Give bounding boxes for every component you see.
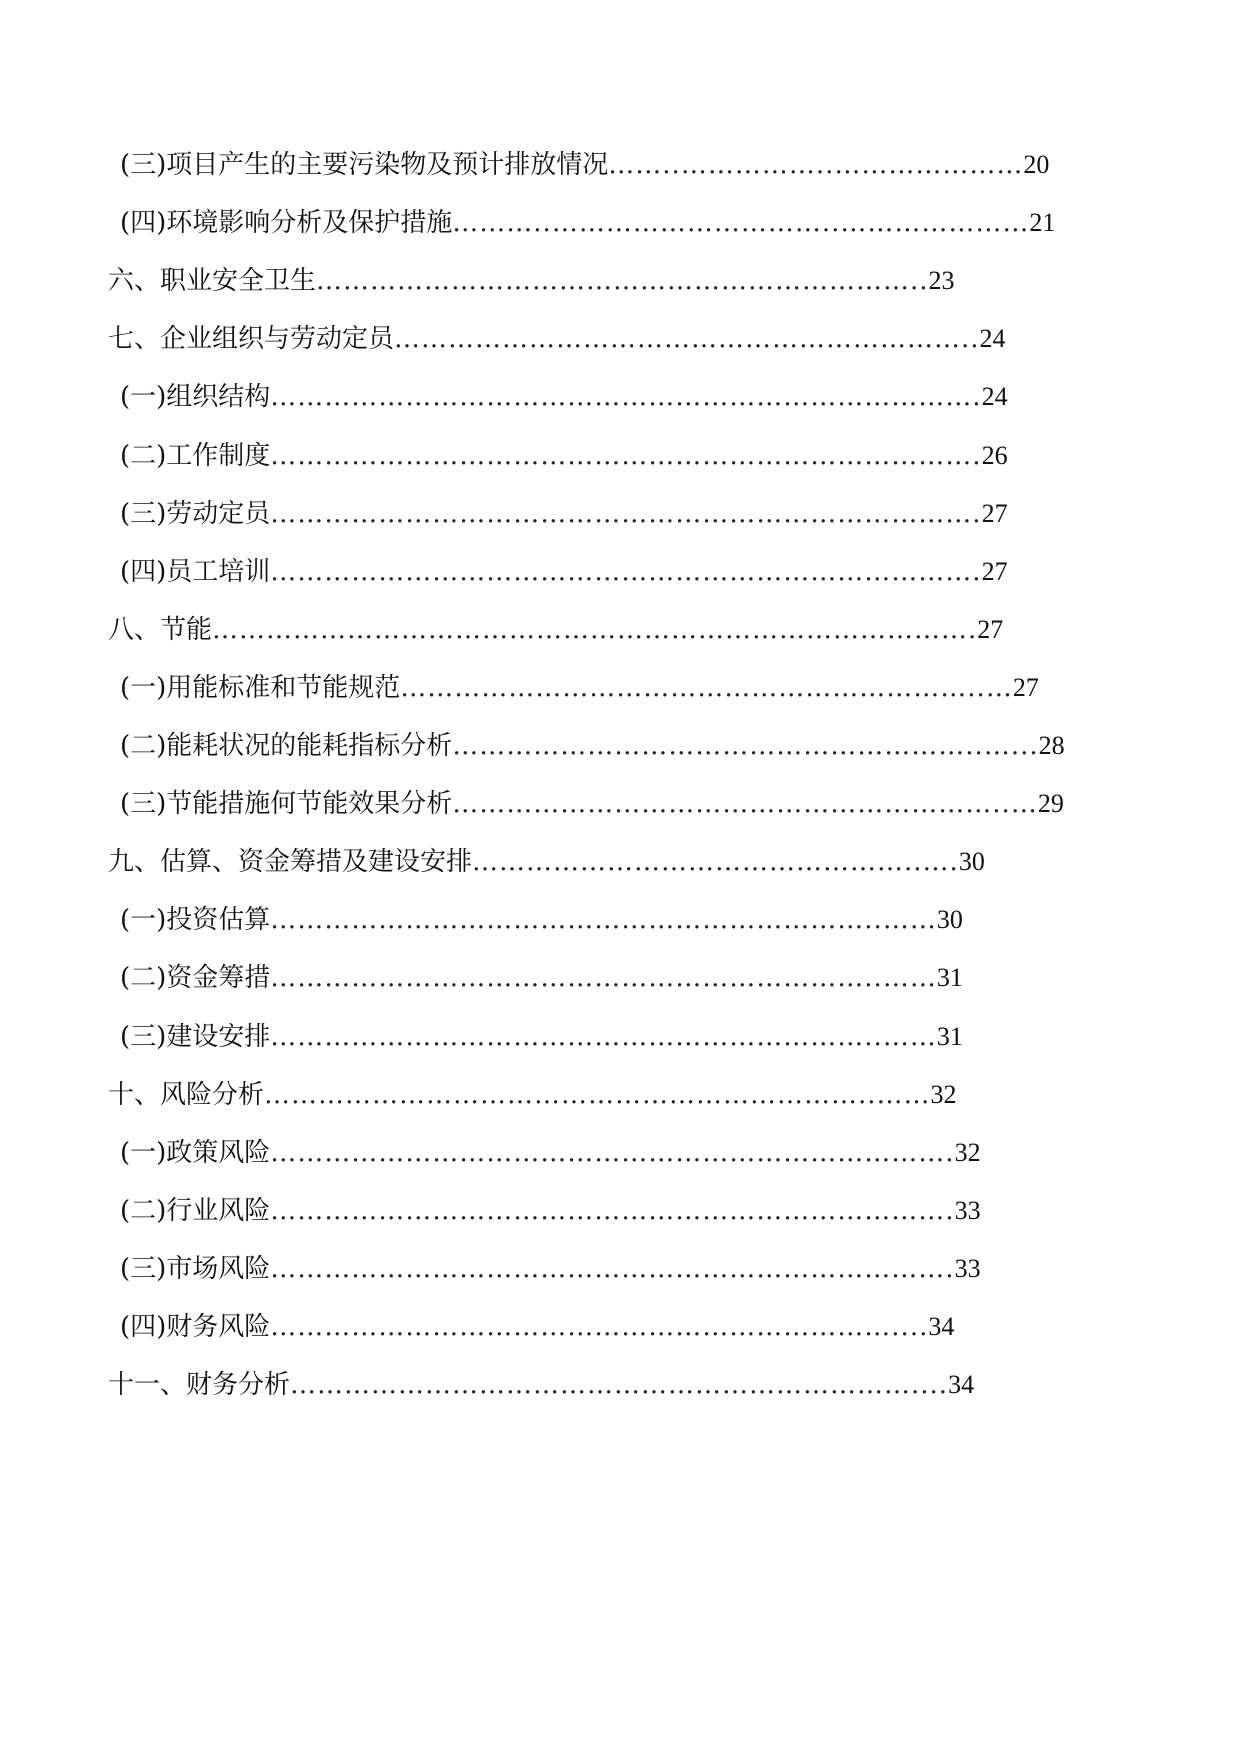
toc-entry-label: (一)组织结构 xyxy=(120,382,271,413)
toc-entry-page-number: 30 xyxy=(936,905,963,935)
toc-entry-label: (二)工作制度 xyxy=(120,440,271,471)
toc-entry[interactable] xyxy=(120,377,1008,417)
toc-entry[interactable] xyxy=(120,145,1050,185)
toc-entry-leader: …………………………………………..…. xyxy=(472,847,959,878)
toc-entry-label: (三)市场风险 xyxy=(120,1253,271,1284)
toc-entry[interactable] xyxy=(120,1133,981,1173)
toc-entry-label: (三)劳动定员 xyxy=(120,498,271,529)
toc-entry-label: (三)项目产生的主要污染物及预计排放情况 xyxy=(120,150,609,180)
toc-entry-leader: ……..……………..………………… xyxy=(608,150,1024,180)
toc-entry[interactable] xyxy=(108,610,1004,650)
toc-entry-leader: ……………………………………………………………………. xyxy=(270,440,982,471)
toc-entry[interactable] xyxy=(120,552,1008,592)
toc-entry[interactable] xyxy=(120,1307,955,1347)
toc-entry-leader: …………………………………………………………………. xyxy=(270,1195,955,1226)
toc-entry-label: (三)建设安排 xyxy=(120,1021,271,1052)
toc-entry[interactable] xyxy=(120,436,1008,476)
toc-entry-leader: ……………………………………………………….. xyxy=(394,324,980,355)
toc-entry-page-number: 28 xyxy=(1038,731,1065,760)
toc-entry-label: (二)行业风险 xyxy=(120,1195,271,1226)
toc-entry-page-number: 33 xyxy=(954,1253,981,1283)
toc-entry[interactable] xyxy=(120,726,1065,766)
toc-entry-label: 八、节能 xyxy=(108,614,213,645)
toc-entry-label: 七、企业组织与劳动定员 xyxy=(108,324,395,355)
toc-entry-label: 十、风险分析 xyxy=(108,1079,265,1110)
toc-entry-label: (一)投资估算 xyxy=(120,905,271,936)
toc-entry-page-number: 34 xyxy=(928,1312,955,1341)
toc-entry-page-number: 24 xyxy=(981,382,1008,412)
toc-entry-label: (二)能耗状况的能耗指标分析 xyxy=(120,731,453,761)
toc-entry[interactable] xyxy=(108,319,1006,359)
toc-entry[interactable] xyxy=(120,1191,981,1231)
toc-entry-label: 十一、财务分析 xyxy=(108,1370,291,1401)
toc-entry-page-number: 21 xyxy=(1029,208,1056,238)
toc-entry-leader: …………………………………………………………..…… xyxy=(270,1021,937,1052)
toc-entry[interactable] xyxy=(120,203,1056,243)
toc-entry-label: (三)节能措施何节能效果分析 xyxy=(120,789,453,820)
toc-entry-label: 九、估算、资金筹措及建设安排 xyxy=(108,847,473,878)
toc-entry-page-number: 27 xyxy=(977,614,1004,644)
toc-entry-leader: ……………………………………………………………………. xyxy=(270,556,982,587)
toc-entry[interactable] xyxy=(120,668,1039,708)
toc-entry-page-number: 27 xyxy=(1012,672,1039,702)
toc-entry-page-number: 34 xyxy=(948,1370,975,1400)
toc-entry-page-number: 20 xyxy=(1023,150,1050,179)
toc-entry-page-number: 26 xyxy=(981,440,1008,470)
toc-entry-page-number: 27 xyxy=(981,498,1008,528)
toc-entry-label: (一)用能标准和节能规范 xyxy=(120,672,401,703)
toc-entry-page-number: 31 xyxy=(936,963,963,993)
toc-entry[interactable] xyxy=(120,900,963,940)
toc-entry-page-number: 30 xyxy=(958,847,985,877)
toc-entry-leader: …………………………………………………………..…… xyxy=(270,963,937,994)
toc-entry-leader: …………………………………………………………………. xyxy=(270,1137,955,1168)
toc-entry-page-number: 27 xyxy=(981,556,1008,586)
toc-entry-leader: ……………………………………………………………………. xyxy=(270,382,982,413)
toc-entry-page-number: 29 xyxy=(1037,789,1064,819)
toc-entry-page-number: 23 xyxy=(928,266,955,296)
toc-entry-label: (四)员工培训 xyxy=(120,556,271,587)
toc-entry-page-number: 33 xyxy=(954,1195,981,1225)
toc-entry[interactable] xyxy=(108,1075,957,1115)
toc-entry-label: (二)资金筹措 xyxy=(120,963,271,994)
toc-entry-leader: ………..…………………………..………………… xyxy=(452,208,1030,239)
toc-entry-leader: ……………………………………………………………………. xyxy=(270,498,982,529)
toc-entry[interactable] xyxy=(108,842,985,882)
toc-entry-page-number: 32 xyxy=(930,1079,957,1109)
toc-entry-leader: ………………………………………………………….. xyxy=(316,266,929,297)
toc-entry-leader: …………………………………………………………..…… xyxy=(264,1079,931,1110)
toc-entry-leader: ………………………………………………………..… xyxy=(400,672,1013,703)
toc-entry-leader: …………………………………………………..…... xyxy=(452,731,1039,761)
toc-entry-label: (四)环境影响分析及保护措施 xyxy=(120,208,453,239)
toc-entry-page-number: 24 xyxy=(979,324,1006,354)
toc-entry-leader: …………………………………………………………..…… xyxy=(270,905,937,936)
toc-entry-leader: ……………………………………………………..… xyxy=(452,789,1038,820)
toc-entry-leader: …………………………………………………………….... xyxy=(290,1370,949,1401)
toc-entry-leader: …………………………………………………………………………. xyxy=(212,614,978,645)
toc-entry[interactable] xyxy=(108,1365,975,1405)
toc-entry-label: 六、职业安全卫生 xyxy=(108,266,317,297)
toc-entry-label: (四)财务风险 xyxy=(120,1312,271,1342)
toc-entry-page-number: 32 xyxy=(954,1137,981,1167)
toc-entry[interactable] xyxy=(120,1017,963,1057)
toc-entry-leader: …………………………………………………………………. xyxy=(270,1253,955,1284)
toc-entry-page-number: 31 xyxy=(936,1021,963,1051)
toc-entry[interactable] xyxy=(120,1249,981,1289)
toc-entry-label: (一)政策风险 xyxy=(120,1137,271,1168)
toc-entry[interactable] xyxy=(120,958,963,998)
toc-entry-leader: …………………………………………………………….... xyxy=(270,1312,929,1342)
toc-entry[interactable] xyxy=(108,261,955,301)
toc-entry[interactable] xyxy=(120,494,1008,534)
toc-entry[interactable] xyxy=(120,784,1064,824)
